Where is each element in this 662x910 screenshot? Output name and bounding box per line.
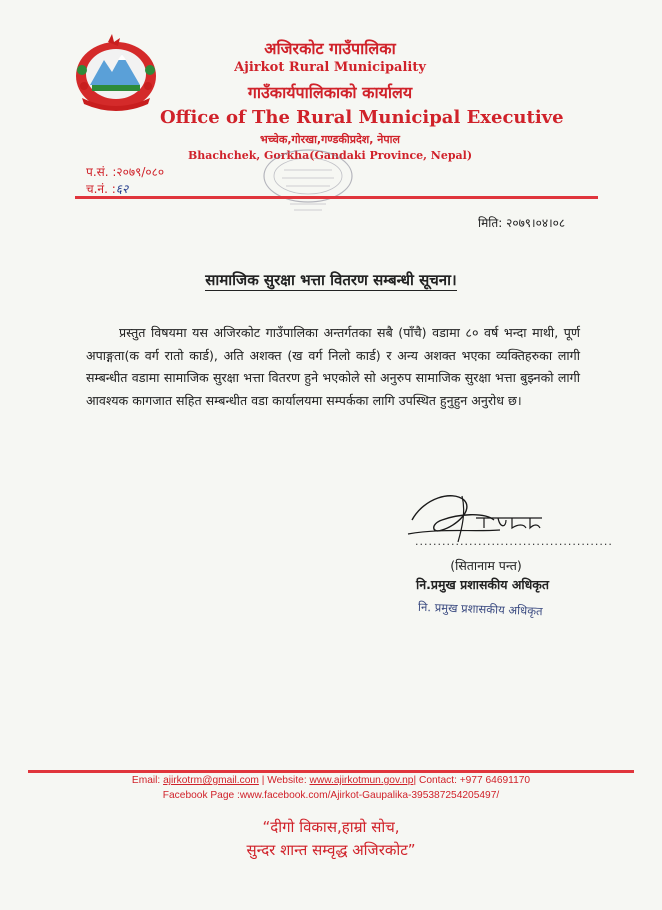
municipality-name-np: अजिरकोट गाउँपालिका	[264, 39, 396, 58]
footer-contact-line	[0, 775, 662, 786]
footer-divider	[28, 770, 634, 773]
office-name-en: Office of The Rural Municipal Executive	[160, 107, 564, 128]
signatory-title: नि.प्रमुख प्रशासकीय अधिकृत	[416, 577, 550, 592]
office-stamp-icon	[254, 146, 362, 216]
nepal-emblem-icon	[68, 30, 164, 116]
facebook-page: Facebook Page :www.facebook.com/Ajirkot-Gaupalika-395387254205497/	[162, 790, 500, 801]
notice-subject	[0, 270, 662, 290]
chalani-number-value: ६२	[115, 182, 129, 196]
notice-subject-text: सामाजिक सुरक्षा भत्ता वितरण सम्बन्धी सूचना।	[205, 271, 457, 289]
email-link[interactable]: ajirkotrm@gmail.com	[163, 775, 259, 786]
chalani-number	[86, 180, 128, 197]
signature-line: ............................................	[415, 535, 613, 548]
header-divider	[75, 196, 598, 199]
chalani-number-label: च.नं. :	[86, 182, 116, 196]
contact-number: | Contact: +977 64691170	[413, 775, 531, 786]
slogan-line-1: “दीगो विकास,हाम्रो सोच,	[262, 818, 400, 836]
signatory-title-stamp: नि. प्रमुख प्रशासकीय अधिकृत	[417, 599, 543, 619]
email-label: Email:	[131, 775, 164, 786]
slogan-line-2: सुन्दर शान्त सम्वृद्ध अजिरकोट”	[246, 841, 416, 859]
website-link[interactable]: www.ajirkotmun.gov.np	[309, 775, 414, 786]
address-np: भच्चेक,गोरखा,गण्डकीप्रदेश, नेपाल	[260, 133, 400, 146]
patra-sankhya-value: २०७९/०८०	[116, 165, 165, 179]
letter-date: मिति: २०७९।०४।०८	[478, 216, 566, 230]
patra-sankhya-label: प.सं. :	[86, 165, 117, 179]
patra-sankhya	[86, 163, 164, 180]
office-name-np: गाउँकार्यपालिकाको कार्यालय	[247, 83, 413, 102]
notice-body: प्रस्तुत विषयमा यस अजिरकोट गाउँपालिका अन्तर्गतका सबै (पाँचै) वडामा ८० वर्ष भन्दा माथी, पूर्ण अपाङ्गता(क वर्ग रातो कार्ड), अति अशक्त (ख वर्ग निलो कार्ड) र अन्य अशक्त भएका व्यक्तिहरुका लागी सम्बन्धीत वडामा सामाजिक सुरक्षा भत्ता वितरण हुने भएकोले सो अनुरुप सामाजिक सुरक्षा भत्ता बुझ्नको लागी आवश्यक कागजात सहित सम्बन्धीत वडा कार्यालयमा सम्पर्कका लागि उपस्थित हुनुहुन अनुरोध छ।	[86, 325, 580, 408]
municipality-name-en: Ajirkot Rural Municipality	[234, 60, 426, 75]
signatory-name: (सितानाम पन्त)	[450, 558, 522, 573]
website-label: | Website:	[258, 775, 310, 786]
address-en: Bhachchek, Gorkha(Gandaki Province, Nepal)	[187, 149, 473, 162]
